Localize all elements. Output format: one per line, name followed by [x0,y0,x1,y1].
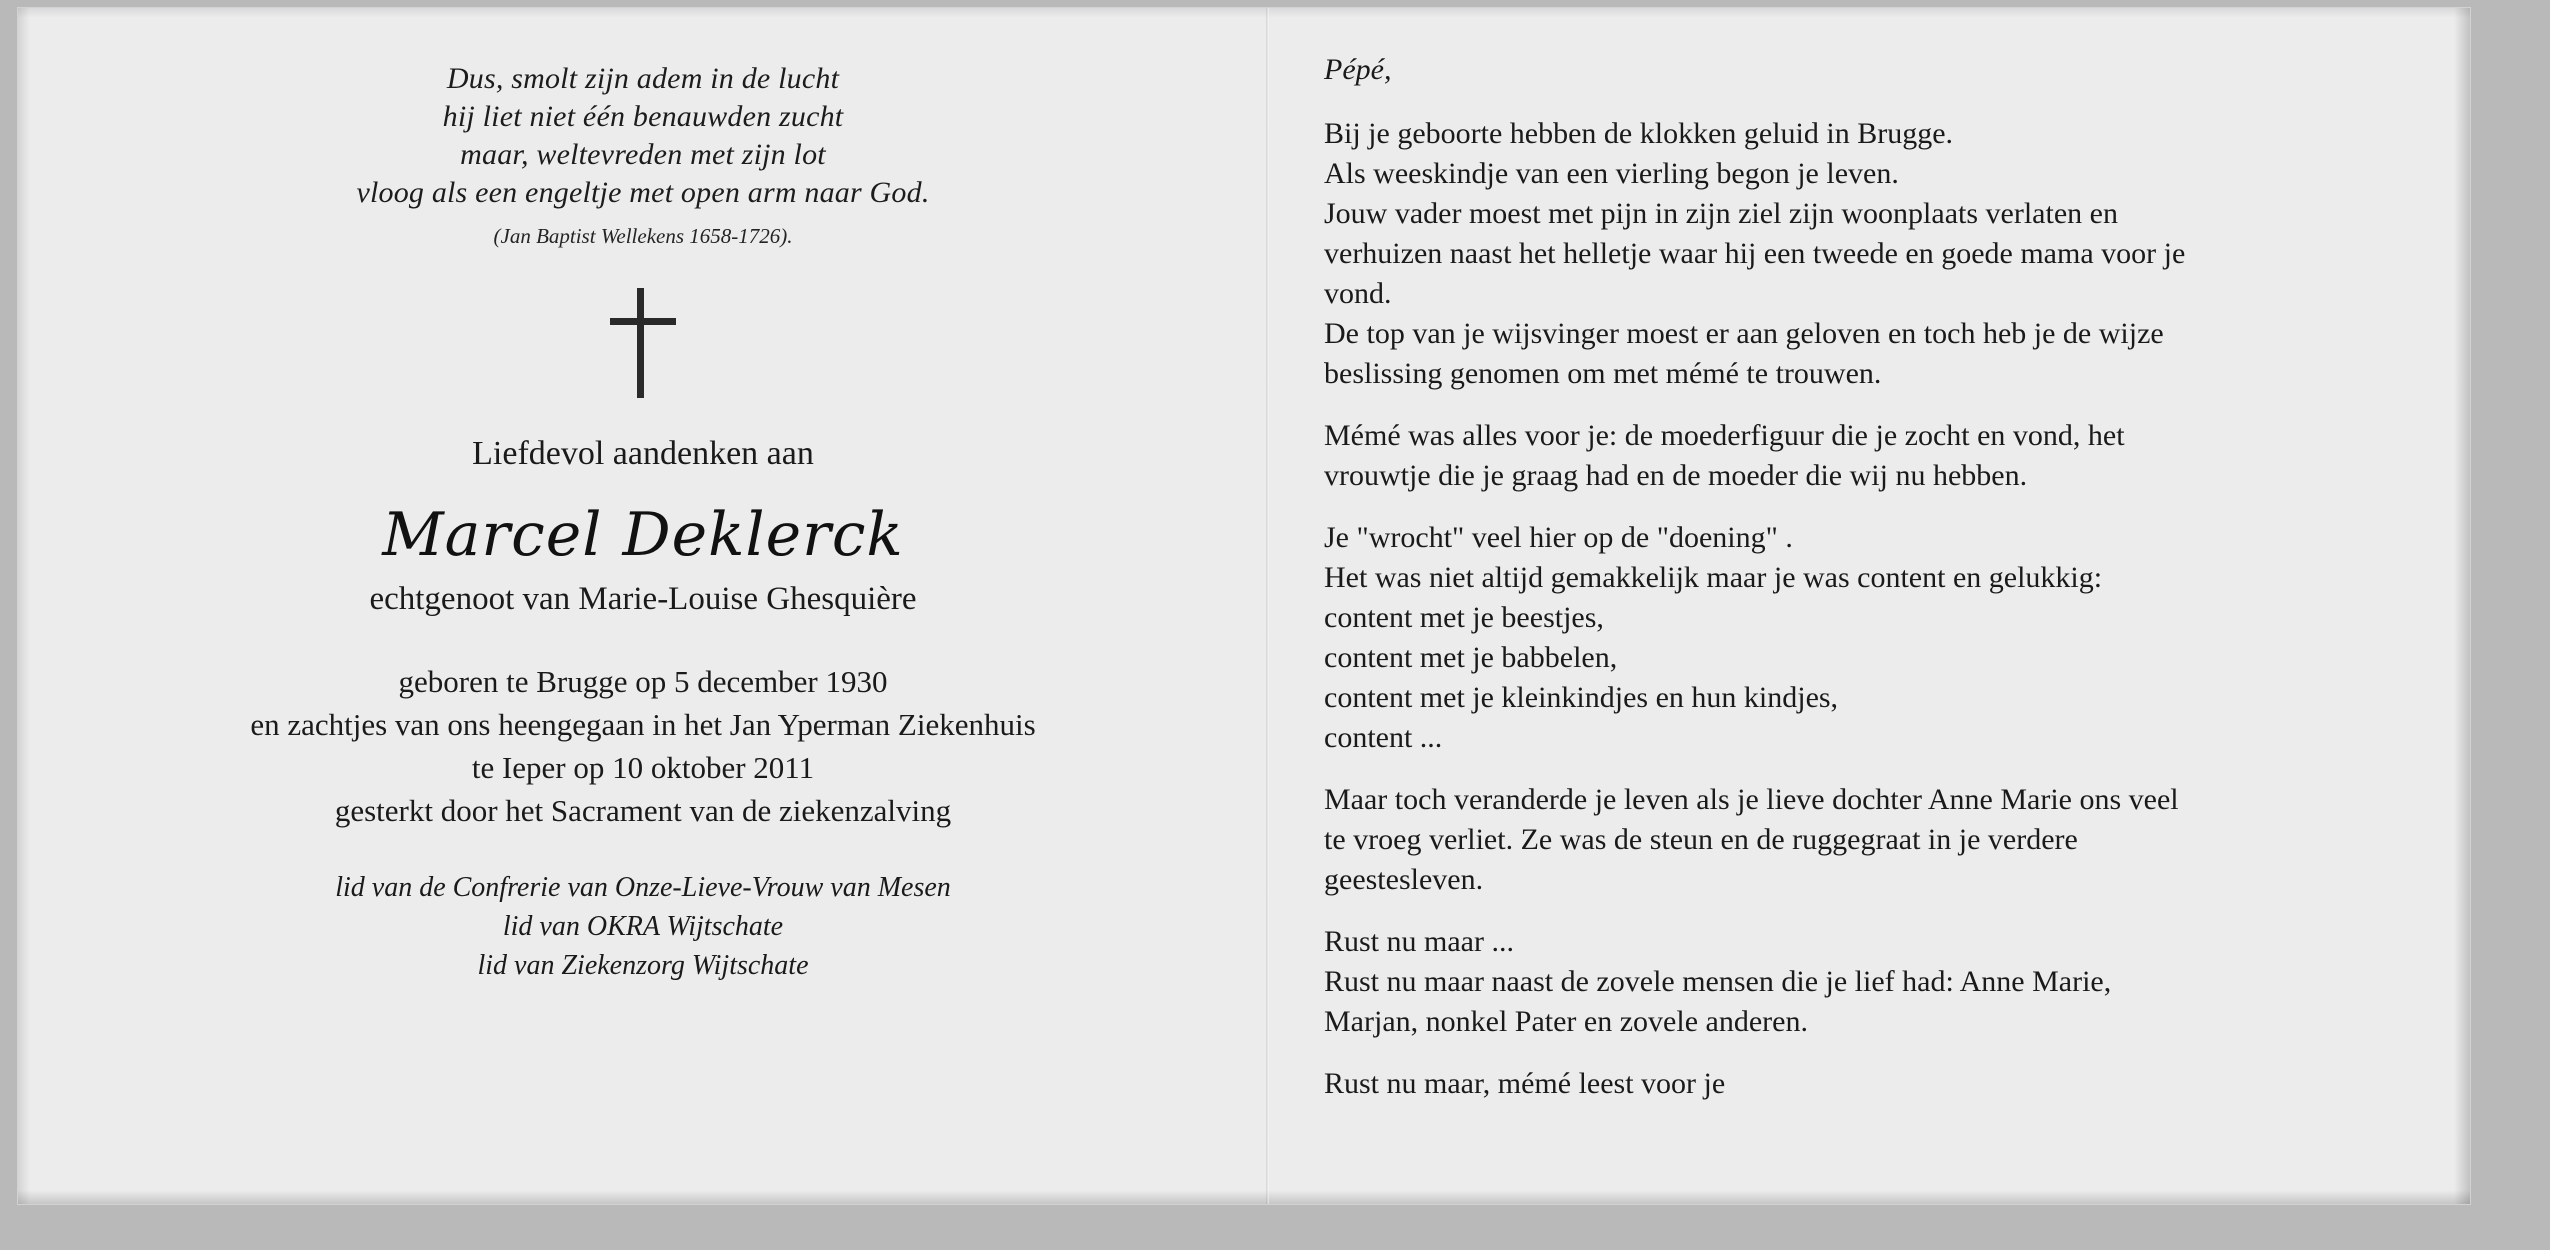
tribute-line: geestesleven. [1324,863,1484,896]
poem-line: vloog als een engeltje met open arm naar God. [356,176,930,209]
tribute-line: Rust nu maar naast de zovele mensen die je lief had: Anne Marie, [1324,965,2112,998]
tribute-line: Marjan, nonkel Pater en zovele anderen. [1324,1005,1808,1038]
biography-line: geboren te Brugge op 5 december 1930 [398,664,888,699]
card-left-page [18,8,1268,1204]
poem-line: hij liet niet één benauwden zucht [442,100,844,133]
spouse-line: echtgenoot van Marie-Louise Ghesquière [369,581,917,617]
membership-line: lid van de Confrerie van Onze-Lieve-Vrouw van Mesen [335,872,951,903]
deceased-name: Marcel Deklerck [382,500,904,570]
tribute-line: Je "wrocht" veel hier op de "doening" . [1324,521,1793,554]
membership-line: lid van OKRA Wijtschate [502,911,784,942]
tribute-line: Maar toch veranderde je leven als je lieve dochter Anne Marie ons veel [1324,783,2179,816]
card-right-page [1270,8,2470,1204]
cross-icon-wrapper [88,288,1198,398]
poem-line: Dus, smolt zijn adem in de lucht [446,62,840,95]
tribute-paragraph [1324,922,2412,1042]
tribute-paragraph [1324,780,2412,900]
poem-attribution: (Jan Baptist Wellekens 1658-1726). [493,224,793,248]
poem-line: maar, weltevreden met zijn lot [460,138,826,171]
tribute-line: verhuizen naast het helletje waar hij een tweede en goede mama voor je [1324,237,2186,270]
salutation: Pépé, [1324,53,1392,86]
tribute-line: content met je babbelen, [1324,641,1618,674]
biography-line: en zachtjes van ons heengegaan in het Jan Yperman Ziekenhuis [250,707,1036,742]
tribute-line: De top van je wijsvinger moest er aan geloven en toch heb je de wijze [1324,317,2164,350]
tribute-line: vond. [1324,277,1392,310]
tribute-paragraph [1324,114,2412,394]
tribute-line: Jouw vader moest met pijn in zijn ziel zijn woonplaats verlaten en [1324,197,2118,230]
tribute-line: Rust nu maar, mémé leest voor je [1324,1067,1726,1100]
tribute-line: te vroeg verliet. Ze was de steun en de ruggegraat in je verdere [1324,823,2078,856]
poem [88,60,1198,212]
tribute-paragraph [1324,518,2412,758]
tribute-line: content met je beestjes, [1324,601,1604,634]
biography-block [88,660,1198,832]
tribute-line: Rust nu maar ... [1324,925,1514,958]
christian-cross-icon [610,288,676,398]
dedication-text: Liefdevol aandenken aan [472,435,814,472]
tribute-line: content met je kleinkindjes en hun kindjes, [1324,681,1839,714]
biography-line: te Ieper op 10 oktober 2011 [471,750,815,785]
memberships-block [88,868,1198,985]
tribute-line: Mémé was alles voor je: de moederfiguur die je zocht en vond, het [1324,419,2125,452]
biography-line: gesterkt door het Sacrament van de ziekenzalving [334,793,952,828]
tribute-line: vrouwtje die je graag had en de moeder die wij nu hebben. [1324,459,2028,492]
tribute-line: Als weeskindje van een vierling begon je leven. [1324,157,1899,190]
tribute-line: content ... [1324,721,1443,754]
tribute-line: Het was niet altijd gemakkelijk maar je was content en gelukkig: [1324,561,2103,594]
membership-line: lid van Ziekenzorg Wijtschate [477,950,809,981]
memorial-card [18,8,2470,1204]
tribute-line: Bij je geboorte hebben de klokken geluid in Brugge. [1324,117,1954,150]
tribute-paragraph [1324,1064,2412,1104]
tribute-paragraph [1324,416,2412,496]
tribute-line: beslissing genomen om met mémé te trouwen. [1324,357,1882,390]
